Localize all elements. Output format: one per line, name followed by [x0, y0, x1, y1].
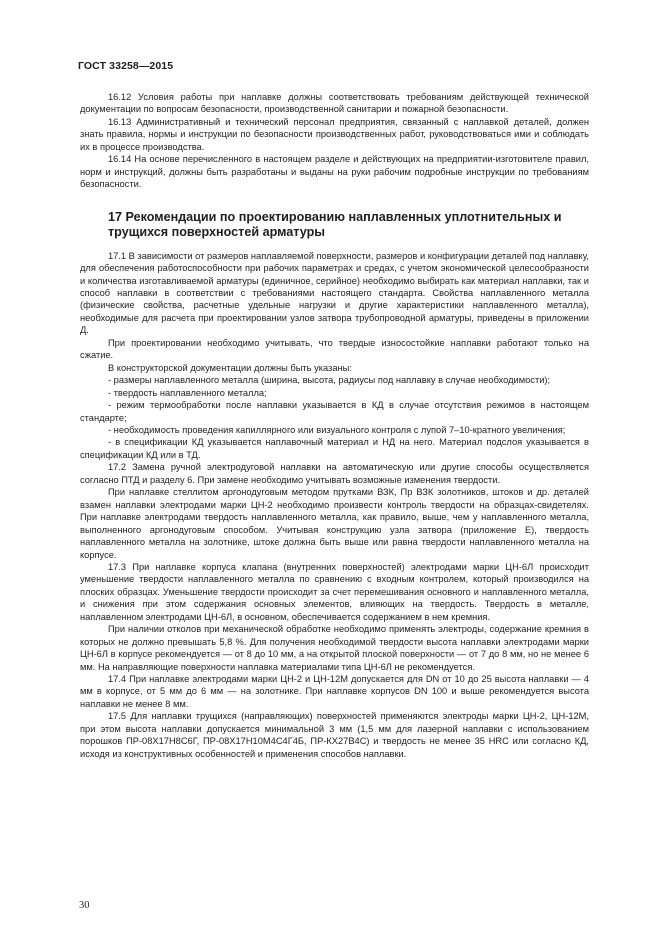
paragraph-17-5: 17.5 Для наплавки трущихся (направляющих) поверхностей применяются электроды марки ЦН-2, ЦН-12М, при этом высота наплавки допускается минимальной 3 мм (1,5 мм для лазерной наплавки с использованием порошков ПР-08Х17Н8С6Г, ПР-08Х17Н10М4С4Г4Б, ПР-КХ27В4С) и твердость не менее 35 HRC или согласно КД, исходя из конструктивных особенностей и применения способов наплавки. — [80, 711, 589, 759]
list-item-inspection: - необходимость проведения капиллярного или визуального контроля с лупой 7–10-кратного увеличения; — [108, 424, 566, 435]
paragraph-chipping: При наличии отколов при механической обработке необходимо применять электроды, содержание кремния в которых не должно превышать 5,8 %. Для получения необходимой твердости высота наплавки электродами марки ЦН-6Л в корпусе рекомендуется — от 8 до 10 мм, а на открытой плоской поверхности — от 7 до 8 мм, но не менее 6 мм. На направляющие поверхности наплавка материалами типа ЦН-6Л не рекомендуется. — [80, 624, 589, 672]
document-code-header: ГОСТ 33258—2015 — [78, 60, 174, 72]
paragraph-compression-note: При проектировании необходимо учитывать, что твердые износостойкие наплавки работают только на сжатие. — [80, 337, 589, 361]
paragraph-16-12: 16.12 Условия работы при наплавке должны соответствовать требованиям действующей технической документации по вопросам безопасности, производственной санитарии и пожарной безопасности. — [80, 92, 589, 115]
paragraph-stellite: При наплавке стеллитом аргонодуговым методом прутками ВЗК, Пр ВЗК золотников, штоков и др. деталей взамен наплавки электродами марки ЦН-2 необходимо произвести контроль твердости на образцах-свидетелях. При наплавке электродами твердость наплавленного металла, как правило, выше, чем у наплавленного металла, выполненного аргонодуговым способом. Учитывая конструкцию узла затвора (приложение Е), твердость наплавленного металла на золотнике, штоке должна быть выше или равна твердости наплавленного металла на корпусе. — [80, 487, 589, 560]
section-17-heading: 17 Рекомендации по проектированию наплавленных уплотнительных и трущихся поверхностей арматуры — [108, 209, 562, 240]
page-number: 30 — [79, 900, 90, 911]
paragraph-17-2: 17.2 Замена ручной электродуговой наплавки на автоматическую или другие способы осуществляется согласно ПТД и разделу 6. При замене необходимо учитывать возможные изменения твердости. — [80, 462, 589, 485]
paragraph-kd-intro: В конструкторской документации должны быть указаны: — [108, 362, 352, 373]
list-item-specification: - в спецификации КД указывается наплавочный материал и НД на него. Материал подслоя указывается в спецификации КД или в ТД. — [80, 437, 589, 460]
document-body — [80, 91, 589, 760]
paragraph-16-14: 16.14 На основе перечисленного в настоящем разделе и действующих на предприятии-изготовителе правил, норм и инструкций, должны быть разработаны и выданы на руки рабочим подробные инструкции по требованиям безопасности. — [80, 154, 589, 190]
list-item-hardness: - твердость наплавленного металла; — [108, 387, 267, 398]
paragraph-16-13: 16.13 Административный и технический персонал предприятия, связанный с наплавкой деталей, должен знать правила, нормы и инструкции по безопасности производственных работ, руководствоваться ими и соблюдать их в процессе производства. — [80, 116, 589, 152]
paragraph-17-3: 17.3 При наплавке корпуса клапана (внутренних поверхностей) электродами марки ЦН-6Л происходит уменьшение твердости наплавленного металла по сравнению с входным контролем, который производился на плоских образцах. Уменьшение твердости происходит за счет перемешивания основного и наплавленного металла, и снижения при этом содержания основных элементов, влияющих на твердость. Твердость в металле, наплавленном электродами ЦН-6Л, в основном, обеспечивается содержанием в нем кремния. — [80, 561, 589, 622]
paragraph-17-4: 17.4 При наплавке электродами марки ЦН-2 и ЦН-12М допускается для DN от 10 до 25 высота наплавки — 4 мм в корпусе, от 5 мм до 6 мм — на золотнике. При наплавке корпусов DN 100 и выше рекомендуется высота наплавки не менее 8 мм. — [80, 674, 589, 709]
list-item-heat-treatment: - режим термообработки после наплавки указывается в КД в случае отсутствия режимов в настоящем стандарте; — [80, 400, 589, 423]
list-item-dimensions: - размеры наплавленного металла (ширина, высота, радиусы под наплавку в случае необходимости); — [108, 375, 551, 386]
paragraph-17-1: 17.1 В зависимости от размеров наплавляемой поверхности, размеров и конфигурации деталей под наплавку, для обеспечения работоспособности при рабочих параметрах и средах, с учетом экономической целесообразности и количества изготавливаемой арматуры (единичное, серийное) необходимо выбирать как материал наплавки, так и способ наплавки в соответствии с требованиями настоящего стандарта. Свойства наплавленного металла (физические свойства, расчетные удельные нагрузки и другие характеристики наплавленного металла), необходимые для расчета при проектировании узлов затвора трубопроводной арматуры, приведены в приложении Д. — [80, 250, 589, 336]
